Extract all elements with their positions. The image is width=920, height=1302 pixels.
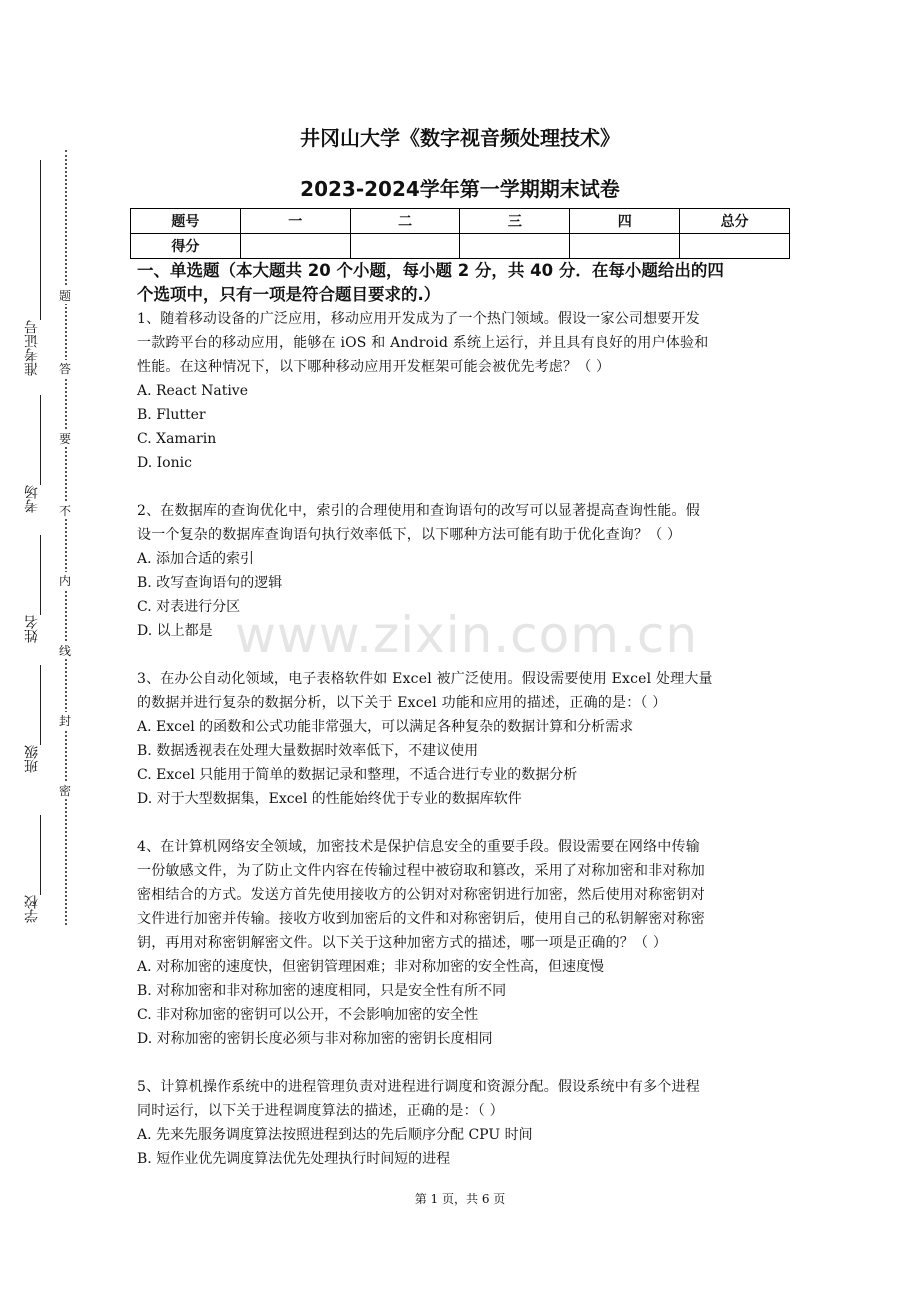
page-footer: 第 1 页，共 6 页 xyxy=(414,1192,506,1206)
answer-option[interactable]: A. 添加合适的索引 xyxy=(137,551,255,567)
question-text: 设一个复杂的数据库查询语句执行效率低下，以下哪种方法可能有助于优化查询？（ ） xyxy=(137,527,682,543)
binding-label: 学校 xyxy=(24,895,40,923)
binding-word: 题 xyxy=(58,289,71,303)
question-text: 2、在数据库的查询优化中，索引的合理使用和查询语句的改写可以显著提高查询性能。假 xyxy=(137,503,700,519)
answer-option[interactable]: B. 改写查询语句的逻辑 xyxy=(137,575,283,591)
section-heading: 个选项中，只有一项是符合题目要求的.） xyxy=(137,285,441,304)
answer-option[interactable]: D. Ionic xyxy=(137,455,192,471)
score-cell: 题号 xyxy=(131,209,241,234)
answer-option[interactable]: B. 对称加密和非对称加密的速度相同，只是安全性有所不同 xyxy=(137,983,507,999)
answer-option[interactable]: A. React Native xyxy=(137,383,248,399)
binding-fill-line[interactable] xyxy=(40,535,41,615)
answer-option[interactable]: B. 数据透视表在处理大量数据时效率低下，不建议使用 xyxy=(137,743,479,759)
question-text: 文件进行加密并传输。接收方收到加密后的文件和对称密钥后，使用自己的私钥解密对称密 xyxy=(137,911,705,927)
question-text: 密相结合的方式。发送方首先使用接收方的公钥对对称密钥进行加密，然后使用对称密钥对 xyxy=(137,887,705,903)
score-blank[interactable] xyxy=(460,234,570,259)
question-text: 3、在办公自动化领域，电子表格软件如 Excel 被广泛使用。假设需要使用 Excel 处理大量 xyxy=(137,671,713,687)
watermark: www.zixin.com.cn xyxy=(235,606,699,664)
answer-option[interactable]: D. 以上都是 xyxy=(137,623,213,639)
binding-label: 班级 xyxy=(24,745,40,773)
answer-option[interactable]: C. Xamarin xyxy=(137,431,217,447)
binding-word: 封 xyxy=(58,714,71,728)
answer-option[interactable]: A. 先来先服务调度算法按照进程到达的先后顺序分配 CPU 时间 xyxy=(137,1127,533,1143)
question-text: 1、随着移动设备的广泛应用，移动应用开发成为了一个热门领域。假设一家公司想要开发 xyxy=(137,311,700,327)
answer-option[interactable]: D. 对称加密的密钥长度必须与非对称加密的密钥长度相同 xyxy=(137,1031,493,1047)
binding-label: 准考证号 xyxy=(24,320,40,376)
question-text: 一份敏感文件，为了防止文件内容在传输过程中被窃取和篡改，采用了对称加密和非对称加 xyxy=(137,863,705,879)
score-cell: 三 xyxy=(460,209,570,234)
binding-word: 线 xyxy=(58,644,71,658)
question-text: 一款跨平台的移动应用，能够在 iOS 和 Android 系统上运行，并且具有良好的用户体验和 xyxy=(137,335,709,351)
question-text: 性能。在这种情况下，以下哪种移动应用开发框架可能会被优先考虑？（ ） xyxy=(137,359,611,375)
exam-title: 井冈山大学《数字视音频处理技术》 xyxy=(300,126,620,150)
answer-option[interactable]: B. Flutter xyxy=(137,407,206,423)
answer-option[interactable]: B. 短作业优先调度算法优先处理执行时间短的进程 xyxy=(137,1151,451,1167)
question-text: 的数据并进行复杂的数据分析，以下关于 Excel 功能和应用的描述，正确的是：（ ） xyxy=(137,695,667,711)
question-text: 同时运行，以下关于进程调度算法的描述，正确的是：（ ） xyxy=(137,1103,504,1119)
binding-fill-line[interactable] xyxy=(40,665,41,745)
answer-option[interactable]: C. 对表进行分区 xyxy=(137,599,241,615)
score-table-header-row xyxy=(131,209,790,234)
score-cell: 一 xyxy=(240,209,350,234)
question-text: 钥，再用对称密钥解密文件。以下关于这种加密方式的描述，哪一项是正确的？（ ） xyxy=(137,935,668,951)
question-text: 5、计算机操作系统中的进程管理负责对进程进行调度和资源分配。假设系统中有多个进程 xyxy=(137,1079,700,1095)
binding-word: 内 xyxy=(58,574,71,588)
binding-line xyxy=(65,150,67,925)
question-text: 4、在计算机网络安全领域，加密技术是保护信息安全的重要手段。假设需要在网络中传输 xyxy=(137,839,700,855)
section-heading: 一、单选题（本大题共 20 个小题，每小题 2 分，共 40 分．在每小题给出的四 xyxy=(137,261,724,280)
score-cell: 二 xyxy=(350,209,460,234)
score-label: 得分 xyxy=(131,234,241,259)
exam-subtitle: 2023-2024学年第一学期期末试卷 xyxy=(300,177,620,201)
binding-word: 答 xyxy=(58,362,71,376)
score-table-score-row xyxy=(131,234,790,259)
binding-fill-line[interactable] xyxy=(40,815,41,895)
answer-option[interactable]: C. 非对称加密的密钥可以公开，不会影响加密的安全性 xyxy=(137,1007,479,1023)
score-cell: 四 xyxy=(570,209,680,234)
score-cell: 总分 xyxy=(680,209,790,234)
binding-fill-line[interactable] xyxy=(40,395,41,485)
binding-word: 不 xyxy=(58,504,71,518)
score-blank[interactable] xyxy=(570,234,680,259)
answer-option[interactable]: A. Excel 的函数和公式功能非常强大，可以满足各种复杂的数据计算和分析需求 xyxy=(137,719,634,735)
answer-option[interactable]: A. 对称加密的速度快，但密钥管理困难；非对称加密的安全性高，但速度慢 xyxy=(137,959,605,975)
score-blank[interactable] xyxy=(350,234,460,259)
binding-word: 密 xyxy=(58,784,71,798)
binding-label: 考场 xyxy=(24,485,40,513)
answer-option[interactable]: C. Excel 只能用于简单的数据记录和整理，不适合进行专业的数据分析 xyxy=(137,767,578,783)
score-blank[interactable] xyxy=(240,234,350,259)
score-table xyxy=(130,208,790,259)
binding-label: 姓名 xyxy=(24,615,40,643)
questions-area xyxy=(137,259,792,1171)
answer-option[interactable]: D. 对于大型数据集，Excel 的性能始终优于专业的数据库软件 xyxy=(137,791,522,807)
score-blank[interactable] xyxy=(680,234,790,259)
binding-word: 要 xyxy=(58,432,71,446)
